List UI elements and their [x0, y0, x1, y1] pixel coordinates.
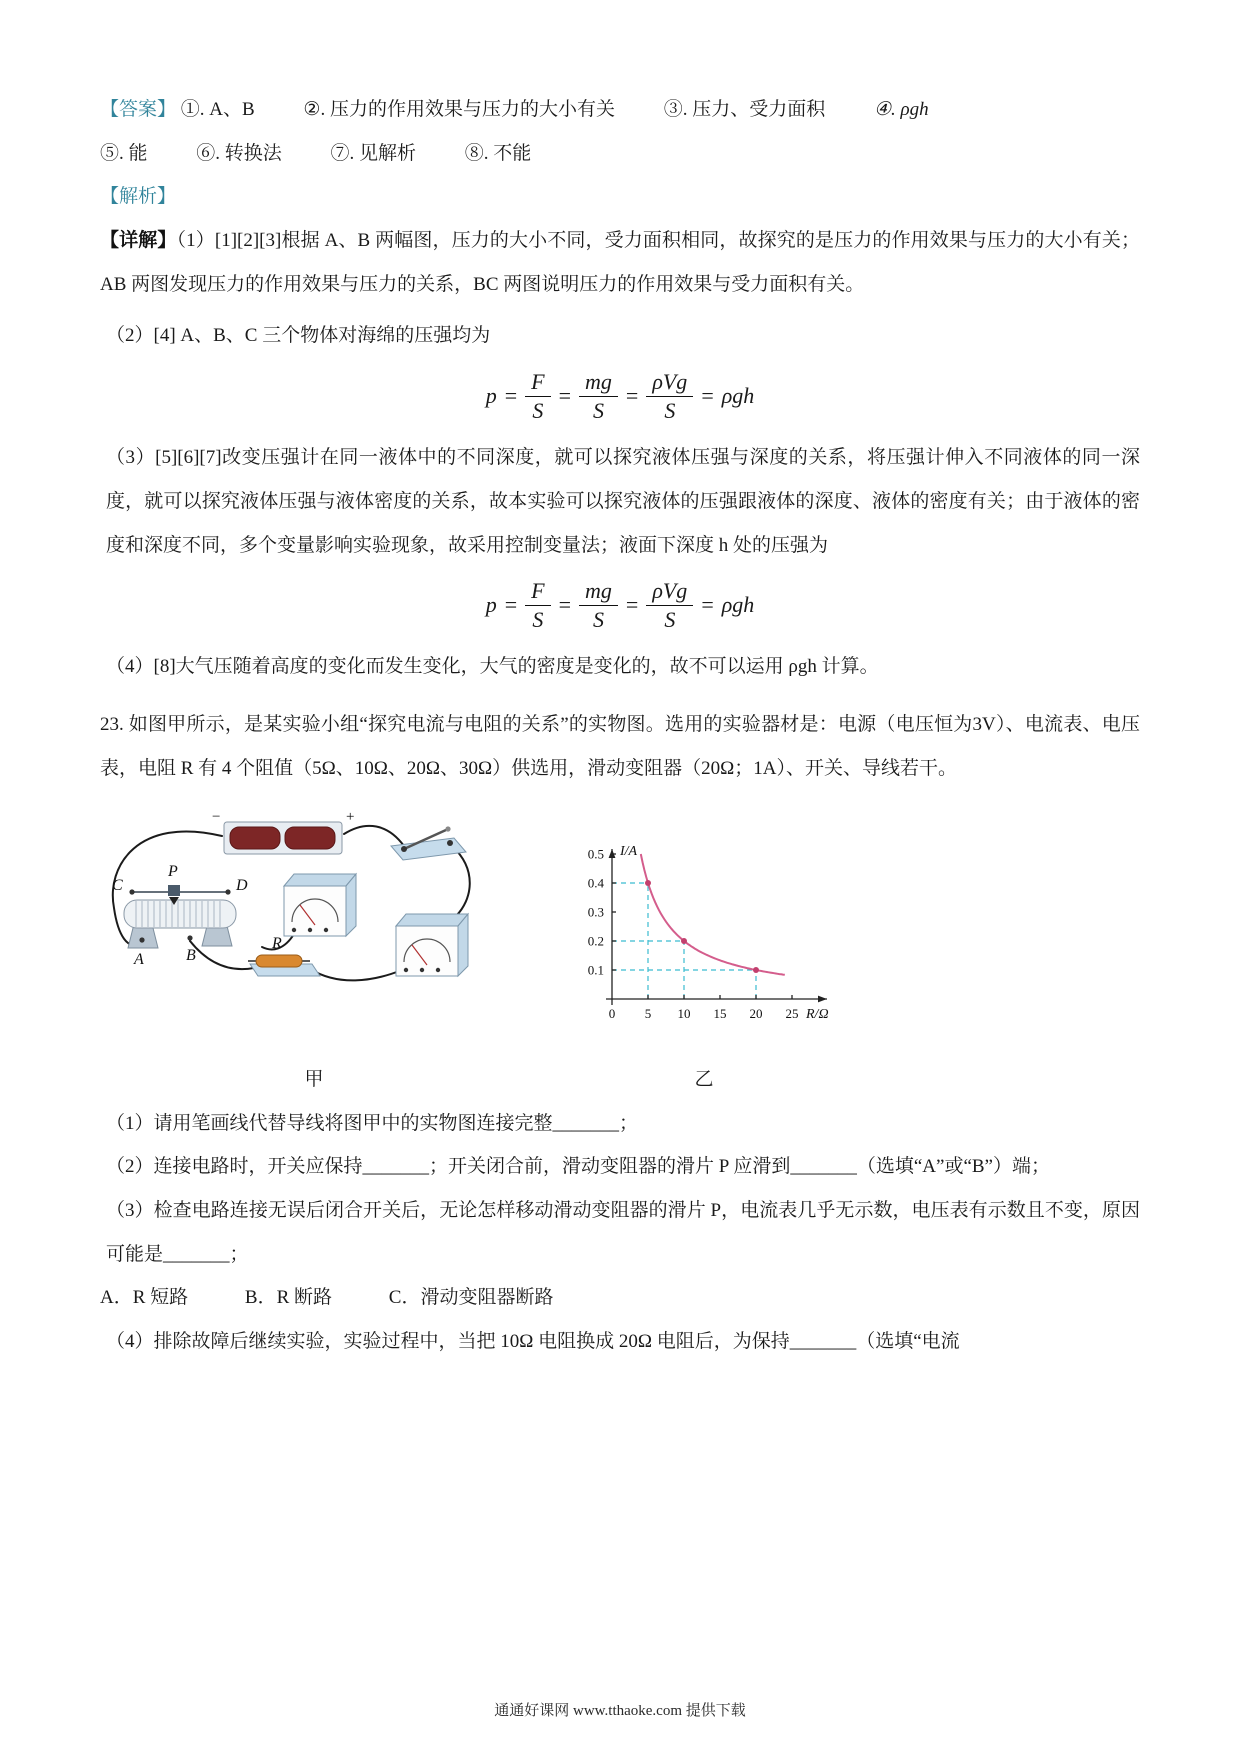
option-C: C．滑动变阻器断路	[388, 1287, 554, 1309]
sub-question-4-text: （4）排除故障后继续实验，实验过程中，当把 10Ω 电阻换成 20Ω 电阻后，为保持_______（选填“电流	[106, 1330, 960, 1352]
detail-text-2: （2）[4] A、B、C 三个物体对海绵的压强均为	[106, 325, 491, 347]
analysis-heading	[100, 175, 1140, 219]
svg-text:5: 5	[644, 1006, 652, 1022]
denominator: S	[592, 606, 604, 632]
numerator: F	[525, 577, 550, 606]
equals-sign: =	[558, 382, 571, 408]
svg-text:0.1: 0.1	[587, 962, 604, 978]
svg-text:I/A: I/A	[620, 844, 638, 860]
fraction-F-S	[525, 368, 550, 424]
numerator: ρVg	[646, 577, 693, 606]
formula-lhs: p	[485, 382, 497, 408]
svg-text:25: 25	[785, 1006, 799, 1022]
denominator: S	[664, 397, 676, 423]
sub-question-3	[100, 1189, 1140, 1276]
rheostat-terminal-A-label: A	[134, 951, 144, 969]
equals-sign: =	[504, 382, 518, 408]
svg-text:0: 0	[608, 1006, 616, 1022]
voltmeter	[284, 874, 356, 936]
answer-label: 【答案】	[100, 99, 177, 120]
equals-sign: =	[701, 591, 714, 617]
sub-question-2-text: （2）连接电路时，开关应保持_______；开关闭合前，滑动变阻器的滑片 P 应滑到_______（选填“A”或“B”）端；	[106, 1156, 1050, 1178]
sub-question-3-text: （3）检查电路连接无误后闭合开关后，无论怎样移动滑动变阻器的滑片 P，电流表几乎无示数，电压表有示数且不变，原因可能是_______；	[106, 1199, 1140, 1265]
battery-plus-label: +	[346, 809, 355, 826]
rheostat-terminal-B-label: B	[186, 947, 196, 965]
ammeter	[396, 914, 468, 976]
answer-item-4: ④. ρgh	[873, 99, 929, 120]
question-23-text: 23. 如图甲所示，是某实验小组“探究电流与电阻的关系”的实物图。选用的实验器材是：电源（电压恒为3V）、电流表、电压表，电阻 R 有 4 个阻值（5Ω、10Ω、20Ω、30Ω）供选用，滑动变阻器（20Ω；1A）、开关、导线若干。	[100, 713, 1140, 779]
detail-paragraph-4	[100, 645, 1140, 689]
svg-text:0.5: 0.5	[587, 846, 604, 862]
fraction-rhoVg-S	[646, 368, 693, 424]
figure-caption-yi: 乙	[694, 1068, 714, 1090]
answer-line-2	[100, 132, 1140, 176]
exam-page	[100, 0, 1140, 1364]
fraction-mg-S	[579, 577, 618, 633]
resistor	[248, 935, 320, 976]
battery	[212, 809, 354, 854]
equals-sign: =	[558, 591, 571, 617]
resistor-R-label: R	[272, 935, 282, 953]
answer-item-2: ②. 压力的作用效果与压力的大小有关	[303, 99, 615, 120]
option-B: B．R 断路	[244, 1287, 333, 1309]
answer-item-5: ⑤. 能	[100, 142, 148, 164]
answer-item-7: ⑦. 见解析	[330, 142, 417, 164]
detail-text-3: （3）[5][6][7]改变压强计在同一液体中的不同深度，就可以探究液体压强与深度的关系，将压强计伸入不同液体的同一深度，就可以探究液体压强与液体密度的关系，故本实验可以探究液体的压强跟液体的深度、液体的密度有关；由于液体的密度和深度不同，多个变量影响实验现象，故采用控制变量法；液面下深度 h 处的压强为	[106, 447, 1140, 556]
circuit-svg	[104, 808, 524, 1046]
numerator: F	[525, 368, 550, 397]
detail-text-4: （4）[8]大气压随着高度的变化而发生变化，大气的密度是变化的，故不可以运用 ρgh 计算。	[106, 656, 879, 678]
sub-question-2	[100, 1145, 1140, 1189]
detail-paragraph-2	[100, 314, 1140, 358]
svg-text:15: 15	[713, 1006, 727, 1022]
formula-rhs: ρgh	[721, 382, 755, 408]
question-23-stem	[100, 703, 1140, 790]
denominator: S	[592, 397, 604, 423]
rheostat-terminal-D-label: D	[236, 877, 248, 895]
answer-item-8: ⑧. 不能	[464, 142, 532, 164]
denominator: S	[532, 397, 544, 423]
rheostat	[112, 863, 248, 968]
option-row	[100, 1276, 1140, 1320]
svg-text:R/Ω: R/Ω	[806, 1007, 829, 1023]
rheostat-terminal-C-label: C	[112, 877, 123, 895]
denominator: S	[664, 606, 676, 632]
equals-sign: =	[701, 382, 714, 408]
current-resistance-graph	[564, 831, 844, 1093]
numerator: mg	[579, 368, 618, 397]
question-figure	[104, 808, 1140, 1093]
equals-sign: =	[504, 591, 518, 617]
detail-label: 【详解】	[100, 230, 177, 252]
fraction-F-S	[525, 577, 550, 633]
svg-text:20: 20	[749, 1006, 763, 1022]
denominator: S	[532, 606, 544, 632]
detail-text-1: （1）[1][2][3]根据 A、B 两幅图，压力的大小不同，受力面积相同，故探究的是压力的作用效果与压力的大小有关；AB 两图发现压力的作用效果与压力的关系，BC 两图说明压力的作用效果与受力面积有关。	[100, 230, 1140, 295]
svg-text:0.3: 0.3	[587, 904, 604, 920]
fraction-rhoVg-S	[646, 577, 693, 633]
answer-line-1	[100, 88, 1140, 132]
pressure-formula-1	[100, 368, 1140, 424]
graph-svg	[564, 831, 844, 1046]
answer-item-6: ⑥. 转换法	[196, 142, 282, 164]
detail-paragraph-3	[100, 436, 1140, 567]
figure-caption-jia: 甲	[304, 1068, 324, 1090]
numerator: ρVg	[646, 368, 693, 397]
svg-text:0.4: 0.4	[587, 875, 604, 891]
numerator: mg	[579, 577, 618, 606]
svg-text:10: 10	[677, 1006, 691, 1022]
svg-text:0.2: 0.2	[587, 933, 604, 949]
equals-sign: =	[625, 591, 639, 617]
detail-paragraph-1	[100, 219, 1140, 306]
sub-question-4	[100, 1320, 1140, 1364]
answer-item-1: ①. A、B	[180, 99, 255, 120]
equals-sign: =	[625, 382, 639, 408]
answer-item-3: ③. 压力、受力面积	[663, 99, 826, 120]
sub-question-1-text: （1）请用笔画线代替导线将图甲中的实物图连接完整_______；	[106, 1112, 639, 1134]
formula-lhs: p	[485, 591, 497, 617]
fraction-mg-S	[579, 368, 618, 424]
analysis-label: 【解析】	[100, 186, 177, 208]
pressure-formula-2	[100, 577, 1140, 633]
battery-minus-label: −	[212, 809, 221, 826]
circuit-diagram	[104, 808, 524, 1093]
formula-rhs: ρgh	[721, 591, 755, 617]
page-footer: 通通好课网 www.tthaoke.com 提供下载	[494, 1703, 746, 1719]
option-A: A．R 短路	[100, 1287, 189, 1309]
sub-question-1	[100, 1102, 1140, 1146]
rheostat-slider-P-label: P	[168, 863, 178, 881]
